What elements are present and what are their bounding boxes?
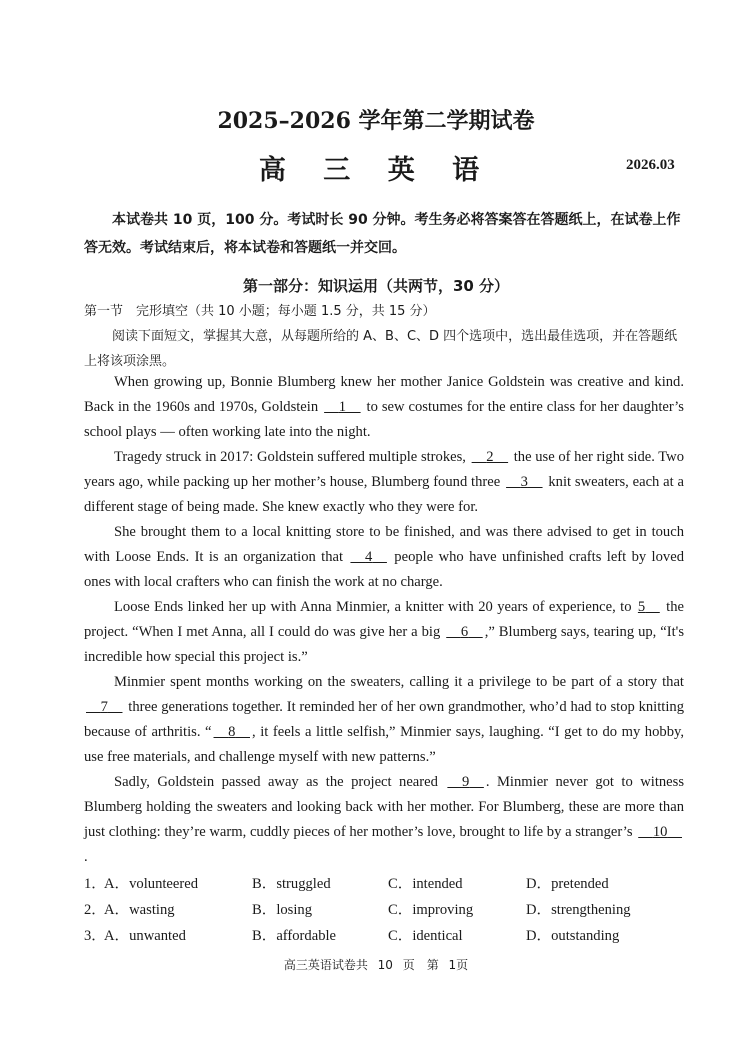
blank-number: 8 xyxy=(228,724,236,740)
question-number: 3． xyxy=(84,928,106,944)
option-b: B．struggled xyxy=(252,876,331,892)
section-heading: 第一节 完形填空（共 10 小题；每小题 1.5 分，共 15 分） xyxy=(84,304,436,319)
section-instructions: 阅读下面短文，掌握其大意，从每题所给的 A、B、C、D 四个选项中，选出最佳选项，并在答题纸上将该项涂黑。 xyxy=(84,329,678,369)
option-c: C．improving xyxy=(388,902,474,918)
passage-paragraph xyxy=(84,370,684,445)
option-d: D．strengthening xyxy=(526,902,631,918)
option-b: B．losing xyxy=(252,902,313,918)
blank-6 xyxy=(444,620,484,645)
question-number: 1． xyxy=(84,876,106,892)
exam-title: 2025–2026 学年第二学期试卷 xyxy=(217,108,535,134)
option-c: C．intended xyxy=(388,876,463,892)
cloze-passage xyxy=(84,370,684,870)
passage-text: She brought them to a local knitting store to be finished, and was there advised to get in touch with Loose Ends. It is an organization that xyxy=(84,524,684,565)
blank-9 xyxy=(445,770,485,795)
answer-options xyxy=(84,872,684,950)
exam-instructions: 本试卷共 10 页，100 分。考试时长 90 分钟。考生务必将答案答在答题纸上，在试卷上作答无效。考试结束后，将本试卷和答题纸一并交回。 xyxy=(84,212,681,256)
blank-2 xyxy=(470,445,510,470)
passage-text: knit sweaters, each at a different stage of being made. She knew exactly who they were for. xyxy=(84,474,685,515)
passage-paragraph xyxy=(84,770,684,870)
exam-date: 2026.03 xyxy=(626,157,675,173)
subject-title: 高 三 英 语 xyxy=(258,155,494,186)
passage-text: Sadly, Goldstein passed away as the project neared xyxy=(114,774,446,790)
passage-text: ,” Blumberg says, tearing up, “It's incredible how special this project is.” xyxy=(84,624,684,665)
question-options xyxy=(84,898,684,924)
part-heading: 第一部分：知识运用（共两节，30 分） xyxy=(242,277,510,295)
blank-number: 6 xyxy=(460,624,469,640)
blank-number: 10 xyxy=(652,824,668,840)
blank-7 xyxy=(84,695,124,720)
passage-paragraph xyxy=(84,445,684,520)
blank-number: 9 xyxy=(461,774,470,790)
question-options xyxy=(84,872,684,898)
passage-text: . Minmier never got to witness Blumberg holding the sweaters and looking back with her mother. For Blumberg, these are more than just clothing: they’re warm, cuddly pieces of her mother’s love, brought to life by a stranger’s xyxy=(84,774,685,840)
blank-3 xyxy=(504,470,544,495)
blank-number: 1 xyxy=(338,399,346,415)
passage-text: , it feels a little selfish,” Minmier says, laughing. “I get to do my hobby, use free materials, and challenge myself with new patterns.” xyxy=(84,724,684,765)
passage-text: to sew costumes for the entire class for her daughter’s school plays — often working late into the night. xyxy=(84,399,684,440)
blank-4 xyxy=(348,545,388,570)
option-a: A．unwanted xyxy=(104,928,186,944)
question-number: 2． xyxy=(84,902,106,918)
page-footer: 高三英语试卷共 10 页 第 1页 xyxy=(283,958,469,972)
passage-paragraph xyxy=(84,670,684,770)
blank-number: 3 xyxy=(520,474,528,490)
passage-text: the project. “When I met Anna, all I could do was give her a big xyxy=(84,599,684,640)
option-b: B．affordable xyxy=(252,928,337,944)
passage-text: . xyxy=(84,849,88,865)
question-options xyxy=(84,924,684,950)
passage-text: Minmier spent months working on the sweaters, calling it a privilege to be part of a story that xyxy=(114,674,684,690)
blank-5 xyxy=(636,595,662,620)
passage-paragraph xyxy=(84,520,684,595)
blank-1 xyxy=(322,395,362,420)
passage-text: Loose Ends linked her up with Anna Minmier, a knitter with 20 years of experience, to xyxy=(114,599,636,615)
passage-text: the use of her right side. Two years ago, while packing up her mother’s house, Blumberg found three xyxy=(84,449,684,490)
blank-number: 4 xyxy=(365,549,373,565)
blank-number: 7 xyxy=(100,699,108,715)
passage-text: Tragedy struck in 2017: Goldstein suffered multiple strokes, xyxy=(114,449,470,465)
passage-text: three generations together. It reminded her of her own grandmother, who’d had to stop knitting because of arthritis. “ xyxy=(84,699,684,740)
blank-number: 5 xyxy=(637,599,646,615)
passage-text: When growing up, Bonnie Blumberg knew her mother Janice Goldstein was creative and kind. Back in the 1960s and 1970s, Goldstein xyxy=(84,374,684,415)
option-d: D．pretended xyxy=(526,876,609,892)
passage-paragraph xyxy=(84,595,684,670)
passage-text: people who have unfinished crafts left by loved ones with local crafters who can finish the work at no charge. xyxy=(84,549,684,590)
option-d: D．outstanding xyxy=(526,928,620,944)
option-c: C．identical xyxy=(388,928,463,944)
option-a: A．volunteered xyxy=(104,876,199,892)
blank-number: 2 xyxy=(486,449,494,465)
blank-10 xyxy=(636,820,684,845)
option-a: A．wasting xyxy=(104,902,175,918)
blank-8 xyxy=(212,720,252,745)
